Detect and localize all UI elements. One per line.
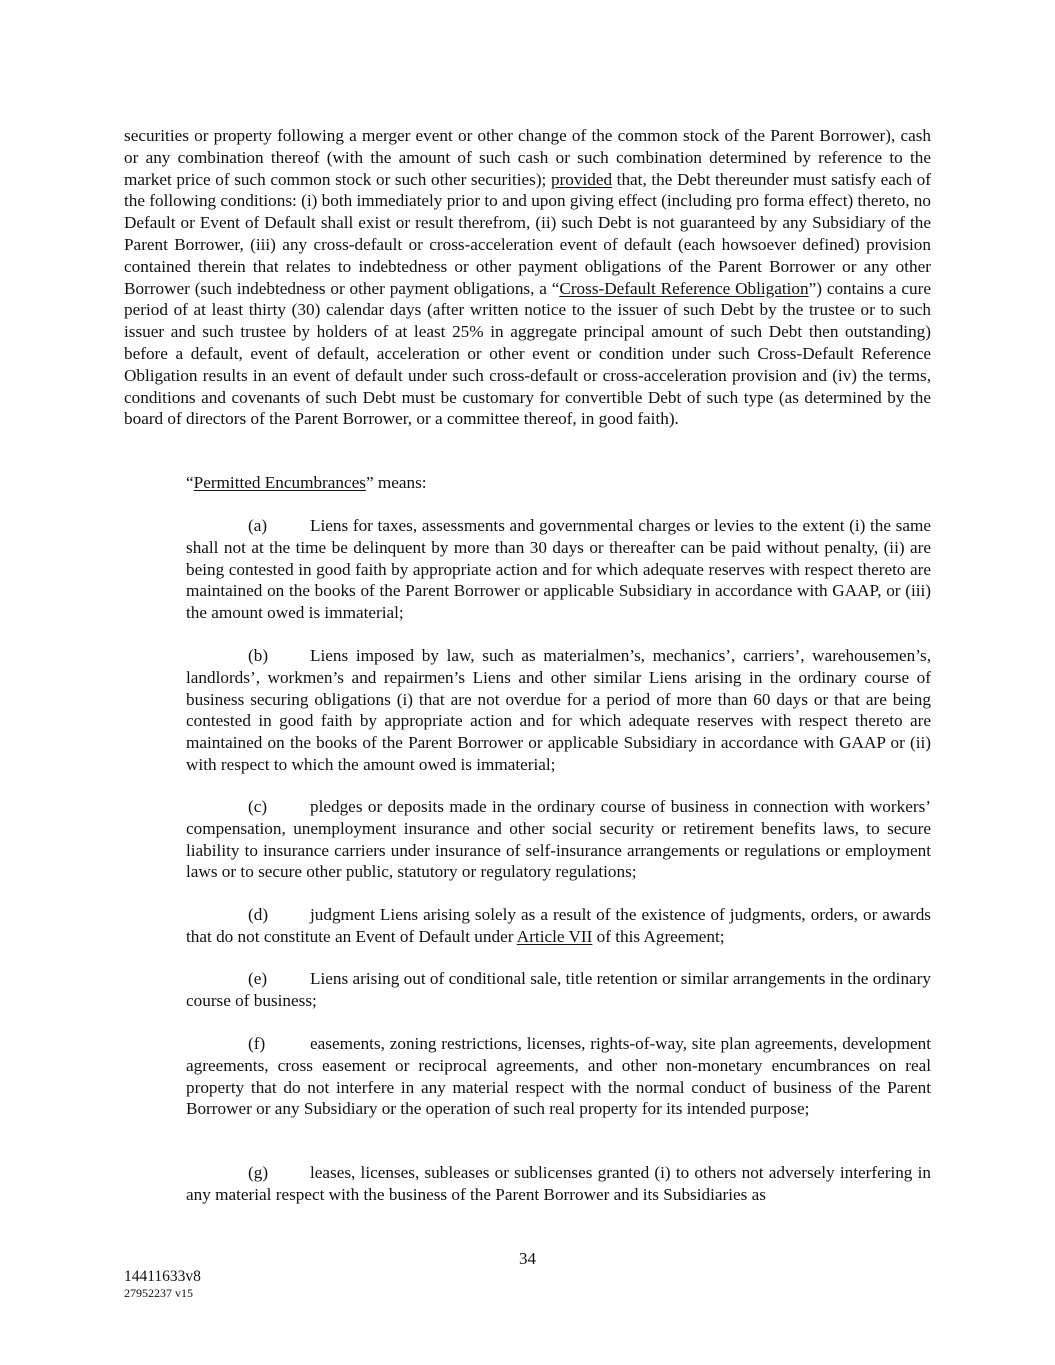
list-item-f	[186, 1033, 931, 1120]
item-text-d-1: judgment Liens arising solely as a result of the existence of judgments, orders, or awards that do not constitute an Event of Default under	[186, 905, 931, 946]
definition-means: ” means:	[365, 473, 427, 492]
item-label-g: (g)	[248, 1163, 269, 1182]
provided-term: provided	[550, 169, 613, 189]
item-text-g: leases, licenses, subleases or sublicenses granted (i) to others not adversely interfering in any material respect with the business of the Parent Borrower and its Subsidiaries as	[186, 1163, 931, 1204]
item-label-c: (c)	[248, 797, 268, 816]
item-text-b: Liens imposed by law, such as materialmen’s, mechanics’, carriers’, warehousemen’s, landlords’, workmen’s and repairmen’s Liens and other similar Liens arising in the ordinary course of business securing obligations (i) that are not overdue for a period of more than 60 days or that are being contested in good faith by appropriate action and for which adequate reserves with respect thereto are maintained on the books of the Parent Borrower or applicable Subsidiary in accordance with GAAP or (ii) with respect to which the amount owed is immaterial;	[186, 646, 931, 774]
permitted-encumbrances-definition	[186, 472, 931, 494]
list-item-g	[186, 1162, 931, 1206]
list-item-e	[186, 968, 931, 1012]
item-label-f: (f)	[248, 1034, 266, 1053]
list-item-b	[186, 645, 931, 776]
item-label-b: (b)	[248, 646, 269, 665]
page-number: 34	[519, 1249, 536, 1268]
definition-open-quote: “	[186, 473, 194, 492]
intro-text-3: ”) contains a cure period of at least thirty (30) calendar days (after written notice to the issuer of such Debt by the trustee or to such issuer and such trustee by holders of at least 25% in aggregate principal amount of such Debt then outstanding) before a default, event of default, acceleration or other event or condition under such Cross-Default Reference Obligation results in an event of default under such cross-default or cross-acceleration provision and (iv) the terms, conditions and covenants of such Debt must be customary for convertible Debt of such type (as determined by the board of directors of the Parent Borrower, or a committee thereof, in good faith).	[124, 278, 931, 429]
list-item-d	[186, 904, 931, 948]
article-vii-reference: Article VII	[516, 926, 593, 946]
document-id-secondary: 27952237 v15	[124, 1286, 193, 1300]
item-label-d: (d)	[248, 905, 269, 924]
intro-text-1: securities or property following a merger event or other change of the common stock of the Parent Borrower), cash or any combination thereof (with the amount of such cash or such combination determined by reference to the market price of such common stock or such other securities);	[124, 126, 931, 189]
intro-paragraph	[124, 125, 931, 430]
document-id-primary: 14411633v8	[124, 1268, 201, 1285]
list-item-a	[186, 515, 931, 624]
item-label-a: (a)	[248, 516, 268, 535]
cross-default-reference-obligation-term: Cross-Default Reference Obligation	[559, 278, 809, 298]
item-label-e: (e)	[248, 969, 268, 988]
item-text-c: pledges or deposits made in the ordinary course of business in connection with workers’ compensation, unemployment insurance and other social security or retirement benefits laws, to secure liability to insurance carriers under insurance of self-insurance arrangements or regulations or employment laws or to secure other public, statutory or regulatory regulations;	[186, 797, 931, 882]
intro-text-2: that, the Debt thereunder must satisfy each of the following conditions: (i) both immediately prior to and upon giving effect (including pro forma effect) thereto, no Default or Event of Default shall exist or result therefrom, (ii) such Debt is not guaranteed by any Subsidiary of the Parent Borrower, (iii) any cross-default or cross-acceleration event of default (each howsoever defined) provision contained therein that relates to indebtedness or other payment obligations of the Parent Borrower or any other Borrower (such indebtedness or other payment obligations, a “	[124, 169, 931, 298]
permitted-encumbrances-term: Permitted Encumbrances	[193, 473, 366, 492]
item-text-d-2: of this Agreement;	[592, 926, 725, 946]
item-text-f: easements, zoning restrictions, licenses, rights-of-way, site plan agreements, development agreements, cross easement or reciprocal agreements, and other non-monetary encumbrances on real property that do not interfere in any material respect with the normal conduct of business of the Parent Borrower or any Subsidiary or the operation of such real property for its intended purpose;	[186, 1034, 931, 1119]
item-text-a: Liens for taxes, assessments and governmental charges or levies to the extent (i) the same shall not at the time be delinquent by more than 30 days or thereafter can be paid without penalty, (ii) are being contested in good faith by appropriate action and for which adequate reserves with respect thereto are maintained on the books of the Parent Borrower or applicable Subsidiary in accordance with GAAP, or (iii) the amount owed is immaterial;	[186, 516, 931, 623]
list-item-c	[186, 796, 931, 883]
item-text-e: Liens arising out of conditional sale, title retention or similar arrangements in the ordinary course of business;	[186, 969, 931, 1010]
